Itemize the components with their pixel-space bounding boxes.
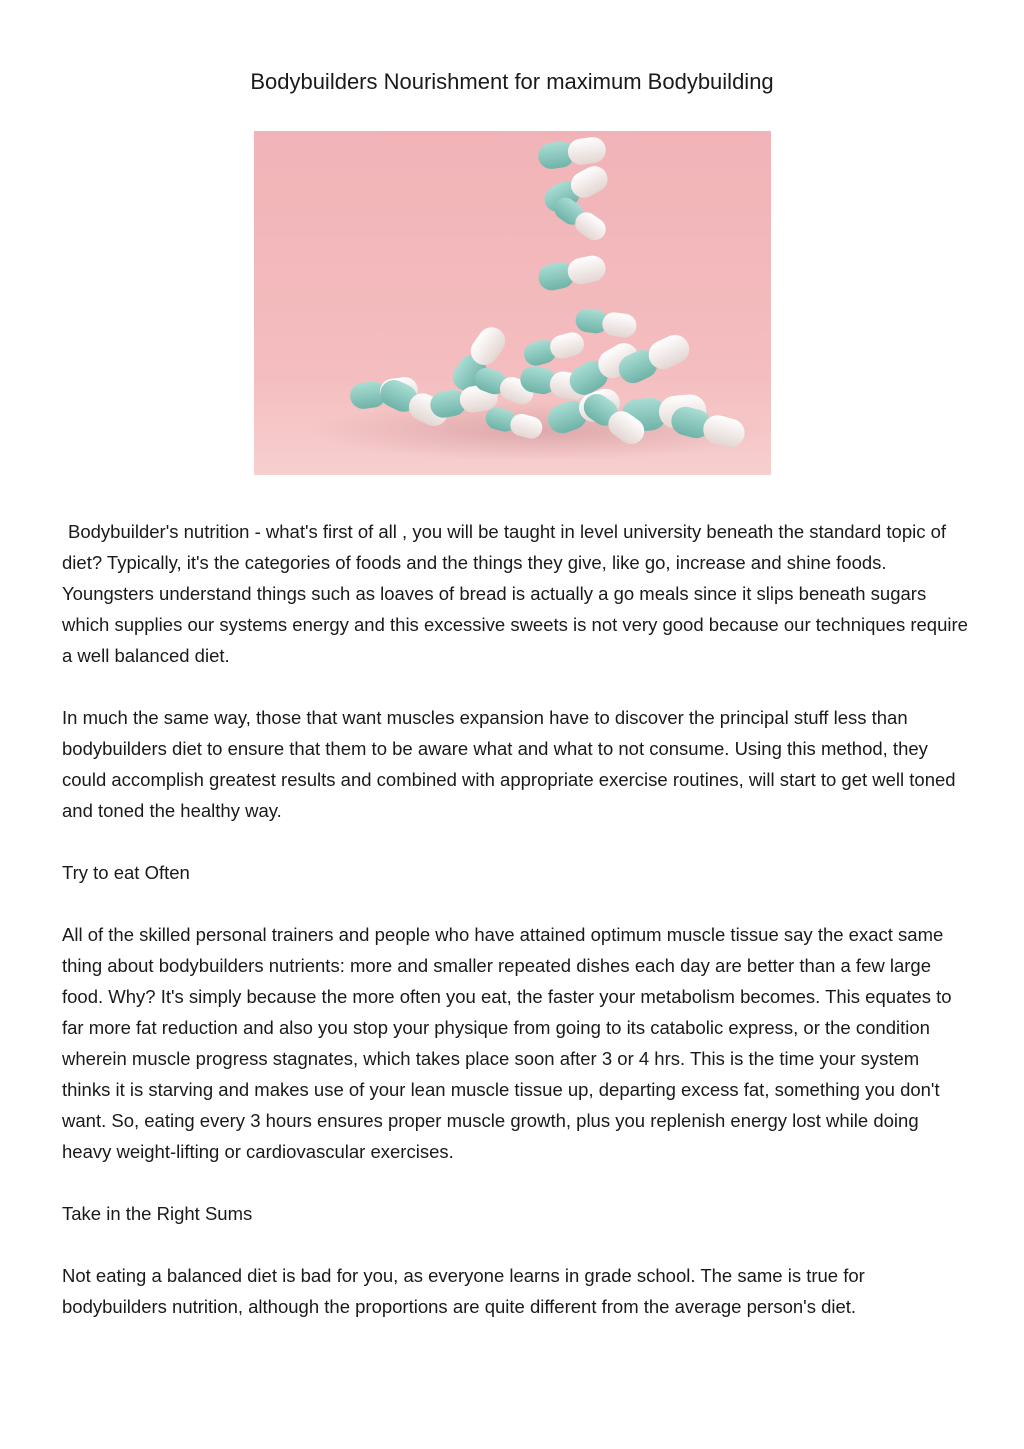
paragraph-eat-often: All of the skilled personal trainers and people who have attained optimum muscle tissue say the exact same thing about bodybuilders nutrients: more and smaller repeated dishes each day are better than a few large food. Why? It's simply because the more often you eat, the faster your metabolism becomes. This equates to far more fat reduction and also you stop your physique from going to its catabolic express, or the condition wherein muscle progress stagnates, which takes place soon after 3 or 4 hrs. This is the time your system thinks it is starving and makes use of your lean muscle tissue up, departing excess fat, something you don't want. So, eating every 3 hours ensures proper muscle growth, plus you replenish energy lost while doing heavy weight-lifting or cardiovascular exercises. — [62, 924, 952, 1162]
section-heading-eat-often: Try to eat Often — [62, 862, 190, 883]
paragraph-intro: Bodybuilder's nutrition - what's first of all , you will be taught in level university beneath the standard topic of diet? Typically, it's the categories of foods and the things they give, like go, increase and shine foods. Youngsters understand things such as loaves of bread is actually a go meals since it slips beneath sugars which supplies our systems energy and this excessive sweets is not very good because our techniques require a well balanced diet. — [62, 521, 968, 666]
page-title: Bodybuilders Nourishment for maximum Bodybuilding — [250, 69, 774, 94]
paragraph-right-sums: Not eating a balanced diet is bad for you, as everyone learns in grade school. The same is true for bodybuilders nutrition, although the proportions are quite different from the average person's diet. — [62, 1265, 865, 1317]
article-body — [62, 516, 972, 1353]
section-heading-right-sums: Take in the Right Sums — [62, 1203, 253, 1224]
capsules-illustration — [254, 131, 771, 475]
paragraph-muscle-expansion: In much the same way, those that want muscles expansion have to discover the principal stuff less than bodybuilders diet to ensure that them to be aware what and what to not consume. Using this method, they could accomplish greatest results and combined with appropriate exercise routines, will start to get well toned and toned the healthy way. — [62, 707, 956, 821]
capsules-image — [254, 131, 771, 475]
